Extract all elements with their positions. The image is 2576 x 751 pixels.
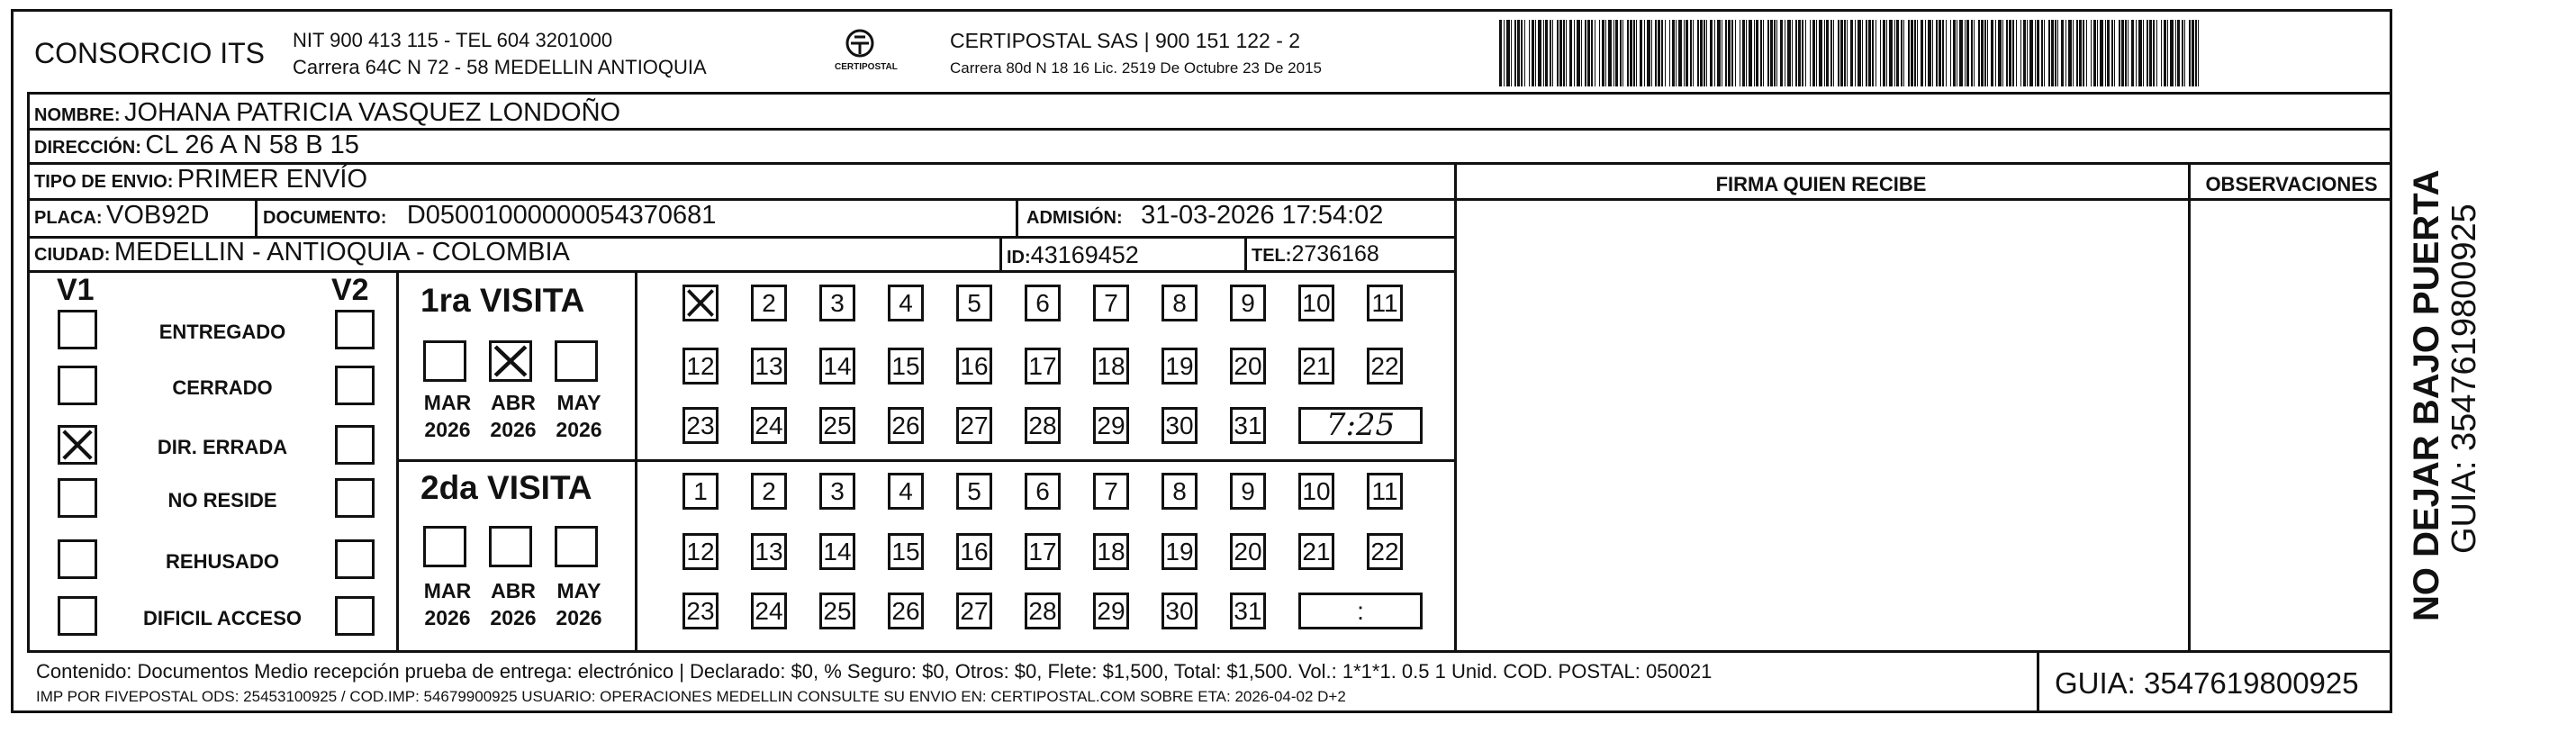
day-checkbox[interactable] — [682, 285, 719, 321]
observations-header: OBSERVACIONES — [2205, 173, 2378, 195]
visit-1-title: 1ra VISITA — [420, 282, 585, 319]
day-checkbox[interactable]: 13 — [751, 533, 787, 570]
day-checkbox[interactable]: 13 — [751, 348, 787, 385]
divider — [255, 198, 258, 238]
day-checkbox[interactable]: 29 — [1093, 593, 1129, 629]
sender-name: CONSORCIO ITS — [34, 37, 266, 69]
name-label: NOMBRE: JOHANA PATRICIA VASQUEZ LONDOÑO — [34, 98, 621, 127]
visit-time-field[interactable]: 7:25 — [1298, 407, 1423, 444]
divider — [27, 92, 30, 650]
day-checkbox[interactable]: 19 — [1161, 533, 1198, 570]
day-checkbox[interactable]: 25 — [819, 593, 855, 629]
status-option-label: NO RESIDE — [167, 489, 277, 511]
document-label: DOCUMENTO: D05001000000054370681 — [263, 201, 717, 230]
day-checkbox[interactable]: 3 — [819, 285, 855, 321]
day-checkbox[interactable]: 21 — [1298, 533, 1334, 570]
day-checkbox[interactable]: 22 — [1367, 348, 1403, 385]
day-checkbox[interactable]: 8 — [1161, 285, 1198, 321]
status-option-label: DIFICIL ACCESO — [142, 607, 302, 629]
day-checkbox[interactable]: 24 — [751, 593, 787, 629]
divider — [2037, 650, 2039, 713]
day-checkbox[interactable]: 9 — [1230, 285, 1266, 321]
status-v1-checkbox[interactable] — [58, 596, 97, 636]
day-checkbox[interactable]: 4 — [888, 473, 924, 510]
footer-printed: IMP POR FIVEPOSTAL ODS: 25453100925 / COD.IMP: 54679900925 USUARIO: OPERACIONES MEDELLIN CONSULTE SU ENVIO EN: CERTIPOSTAL.COM SOBRE ETA: 2026-04-02 D+2 — [36, 688, 1346, 705]
status-v2-checkbox[interactable] — [335, 366, 375, 405]
status-v2-checkbox[interactable] — [335, 596, 375, 636]
carrier-line-2: Carrera 80d N 18 16 Lic. 2519 De Octubre 23 De 2015 — [950, 59, 1322, 77]
month-checkbox[interactable] — [489, 526, 532, 567]
day-checkbox[interactable]: 1 — [682, 473, 719, 510]
day-checkbox[interactable]: 30 — [1161, 593, 1198, 629]
day-checkbox[interactable]: 31 — [1230, 407, 1266, 444]
day-checkbox[interactable]: 14 — [819, 533, 855, 570]
day-checkbox[interactable]: 21 — [1298, 348, 1334, 385]
document-value: D05001000000054370681 — [406, 201, 717, 230]
month-checkbox[interactable] — [423, 526, 466, 567]
divider — [27, 270, 1454, 273]
status-option-label: REHUSADO — [166, 550, 279, 573]
day-checkbox[interactable]: 10 — [1298, 285, 1334, 321]
status-v2-checkbox[interactable] — [335, 539, 375, 579]
day-checkbox[interactable]: 17 — [1025, 348, 1061, 385]
plate-value: VOB92D — [106, 201, 210, 230]
signature-area[interactable] — [1457, 201, 2188, 650]
day-checkbox[interactable]: 6 — [1025, 473, 1061, 510]
cross-mark-icon — [685, 287, 716, 319]
status-v1-checkbox[interactable] — [58, 310, 97, 349]
month-label: MAR 2026 — [423, 391, 472, 441]
divider — [27, 162, 2392, 165]
month-checkbox[interactable] — [555, 340, 598, 382]
divider — [999, 236, 1002, 272]
day-checkbox[interactable]: 22 — [1367, 533, 1403, 570]
status-option-label: CERRADO — [172, 376, 273, 399]
day-checkbox[interactable]: 23 — [682, 593, 719, 629]
status-v2-checkbox[interactable] — [335, 478, 375, 518]
month-label: MAR 2026 — [423, 579, 472, 629]
side-warning: NO DEJAR BAJO PUERTA — [2407, 169, 2446, 621]
status-option-label: DIR. ERRADA — [157, 436, 288, 458]
tel-label: TEL:2736168 — [1252, 241, 1379, 267]
status-v2-checkbox[interactable] — [335, 310, 375, 349]
month-label: ABR 2026 — [490, 579, 537, 629]
day-checkbox[interactable]: 14 — [819, 348, 855, 385]
day-checkbox[interactable]: 23 — [682, 407, 719, 444]
day-checkbox[interactable]: 26 — [888, 593, 924, 629]
day-checkbox[interactable]: 24 — [751, 407, 787, 444]
day-checkbox[interactable]: 5 — [956, 285, 992, 321]
visit-2-title: 2da VISITA — [420, 469, 592, 506]
status-v1-checkbox[interactable] — [58, 478, 97, 518]
divider — [1016, 198, 1018, 238]
city-label: CIUDAD: MEDELLIN - ANTIOQUIA - COLOMBIA — [34, 238, 570, 267]
admission-label: ADMISIÓN: 31-03-2026 17:54:02 — [1026, 201, 1384, 230]
day-checkbox[interactable]: 16 — [956, 533, 992, 570]
day-checkbox[interactable]: 19 — [1161, 348, 1198, 385]
city-value: MEDELLIN - ANTIOQUIA - COLOMBIA — [113, 238, 570, 267]
divider — [27, 128, 2392, 131]
side-guide: GUIA: 3547619800925 — [2445, 204, 2483, 554]
address-label: DIRECCIÓN: CL 26 A N 58 B 15 — [34, 131, 359, 159]
status-v1-checkbox[interactable] — [58, 539, 97, 579]
cross-mark-icon — [60, 428, 95, 462]
day-checkbox[interactable]: 3 — [819, 473, 855, 510]
divider — [27, 92, 2392, 95]
observations-area[interactable] — [2191, 201, 2392, 650]
day-checkbox[interactable]: 2 — [751, 285, 787, 321]
day-checkbox[interactable]: 29 — [1093, 407, 1129, 444]
month-checkbox[interactable] — [423, 340, 466, 382]
barcode — [1499, 20, 2210, 86]
day-checkbox[interactable]: 18 — [1093, 533, 1129, 570]
cross-mark-icon — [492, 343, 529, 379]
day-checkbox[interactable]: 25 — [819, 407, 855, 444]
day-checkbox[interactable]: 11 — [1367, 285, 1403, 321]
day-checkbox[interactable]: 16 — [956, 348, 992, 385]
day-checkbox[interactable]: 11 — [1367, 473, 1403, 510]
tel-value: 2736168 — [1291, 241, 1379, 267]
shipping-type: PRIMER ENVÍO — [176, 165, 368, 194]
footer-contents: Contenido: Documentos Medio recepción prueba de entrega: electrónico | Declarado: $0, % Seguro: $0, Otros: $0, Flete: $1,500, Total: $1,500. Vol.: 1*1*1. 0.5 1 Unid. COD. POSTAL: 050021 — [36, 660, 1713, 683]
month-label: MAY 2026 — [556, 391, 602, 441]
day-checkbox[interactable]: 31 — [1230, 593, 1266, 629]
day-checkbox[interactable]: 12 — [682, 348, 719, 385]
signature-header: FIRMA QUIEN RECIBE — [1715, 173, 1927, 195]
status-v2-checkbox[interactable] — [335, 425, 375, 465]
status-v1-checkbox[interactable] — [58, 425, 97, 465]
divider — [1244, 236, 1247, 272]
day-checkbox[interactable]: 12 — [682, 533, 719, 570]
shipping-type-label: TIPO DE ENVIO: PRIMER ENVÍO — [34, 165, 368, 194]
day-checkbox[interactable]: 8 — [1161, 473, 1198, 510]
certipostal-logo — [815, 27, 905, 79]
day-checkbox[interactable]: 26 — [888, 407, 924, 444]
sender-line-2: Carrera 64C N 72 - 58 MEDELLIN ANTIOQUIA — [293, 56, 707, 78]
day-checkbox[interactable]: 10 — [1298, 473, 1334, 510]
carrier-line-1: CERTIPOSTAL SAS | 900 151 122 - 2 — [950, 29, 1301, 52]
month-label: ABR 2026 — [490, 391, 537, 441]
status-option-label: ENTREGADO — [158, 321, 286, 343]
month-label: MAY 2026 — [556, 579, 602, 629]
day-checkbox[interactable]: 17 — [1025, 533, 1061, 570]
plate-label: PLACA: VOB92D — [34, 201, 210, 230]
day-checkbox[interactable]: 4 — [888, 285, 924, 321]
month-checkbox[interactable] — [489, 340, 532, 382]
day-checkbox[interactable]: 7 — [1093, 473, 1129, 510]
day-checkbox[interactable]: 20 — [1230, 348, 1266, 385]
recipient-address: CL 26 A N 58 B 15 — [145, 131, 359, 159]
day-checkbox[interactable]: 28 — [1025, 407, 1061, 444]
logo-text: CERTIPOSTAL — [835, 62, 898, 72]
day-checkbox[interactable]: 7 — [1093, 285, 1129, 321]
id-value: 43169452 — [1030, 241, 1139, 268]
status-v1-checkbox[interactable] — [58, 366, 97, 405]
footer-guide: GUIA: 3547619800925 — [2055, 666, 2359, 700]
visit-time-field[interactable]: : — [1298, 593, 1423, 629]
admission-value: 31-03-2026 17:54:02 — [1141, 201, 1384, 230]
day-checkbox[interactable]: 27 — [956, 593, 992, 629]
day-checkbox[interactable]: 18 — [1093, 348, 1129, 385]
sender-line-1: NIT 900 413 115 - TEL 604 3201000 — [293, 29, 613, 51]
day-checkbox[interactable]: 6 — [1025, 285, 1061, 321]
day-checkbox[interactable]: 27 — [956, 407, 992, 444]
month-checkbox[interactable] — [555, 526, 598, 567]
v1-label: V1 — [57, 273, 95, 307]
id-label: ID:43169452 — [1007, 241, 1139, 268]
divider — [396, 459, 1454, 462]
v2-label: V2 — [331, 273, 369, 307]
day-checkbox[interactable]: 20 — [1230, 533, 1266, 570]
day-checkbox[interactable]: 15 — [888, 348, 924, 385]
day-checkbox[interactable]: 9 — [1230, 473, 1266, 510]
recipient-name: JOHANA PATRICIA VASQUEZ LONDOÑO — [124, 98, 621, 127]
day-checkbox[interactable]: 2 — [751, 473, 787, 510]
day-checkbox[interactable]: 30 — [1161, 407, 1198, 444]
day-checkbox[interactable]: 15 — [888, 533, 924, 570]
barcode-bar — [2199, 20, 2201, 86]
day-checkbox[interactable]: 5 — [956, 473, 992, 510]
day-checkbox[interactable]: 28 — [1025, 593, 1061, 629]
